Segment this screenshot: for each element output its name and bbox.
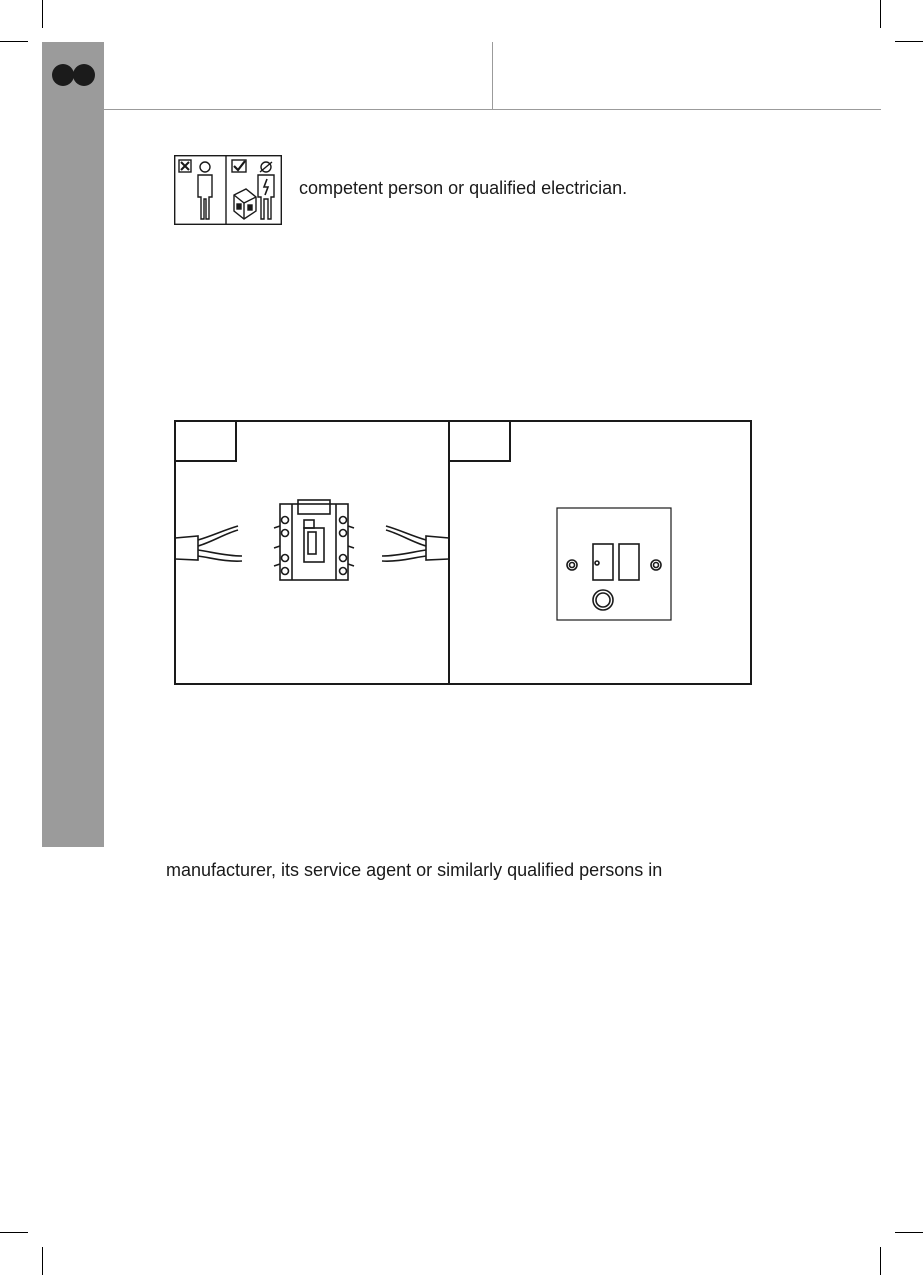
section-dots-icon [52,64,96,86]
cable-right-icon [382,526,449,561]
side-bar [42,42,104,847]
crop-mark [895,41,923,42]
warning-text: competent person or qualified electrician. [299,178,628,198]
switch-mechanism-illustration [274,500,354,580]
crop-mark [880,1247,881,1275]
wall-plate-illustration [557,508,671,620]
cable-left-icon [175,526,242,561]
qualified-electrician-only-icon [174,155,282,225]
header-rule [104,109,881,110]
wiring-figure [174,420,752,685]
body-text-line: manufacturer, its service agent or similarly qualified persons in [166,860,663,880]
crop-mark [895,1232,923,1233]
header-divider [492,42,493,109]
crop-mark [42,1247,43,1275]
crop-mark [42,0,43,28]
crop-mark [880,0,881,28]
crop-mark [0,41,28,42]
crop-mark [0,1232,28,1233]
